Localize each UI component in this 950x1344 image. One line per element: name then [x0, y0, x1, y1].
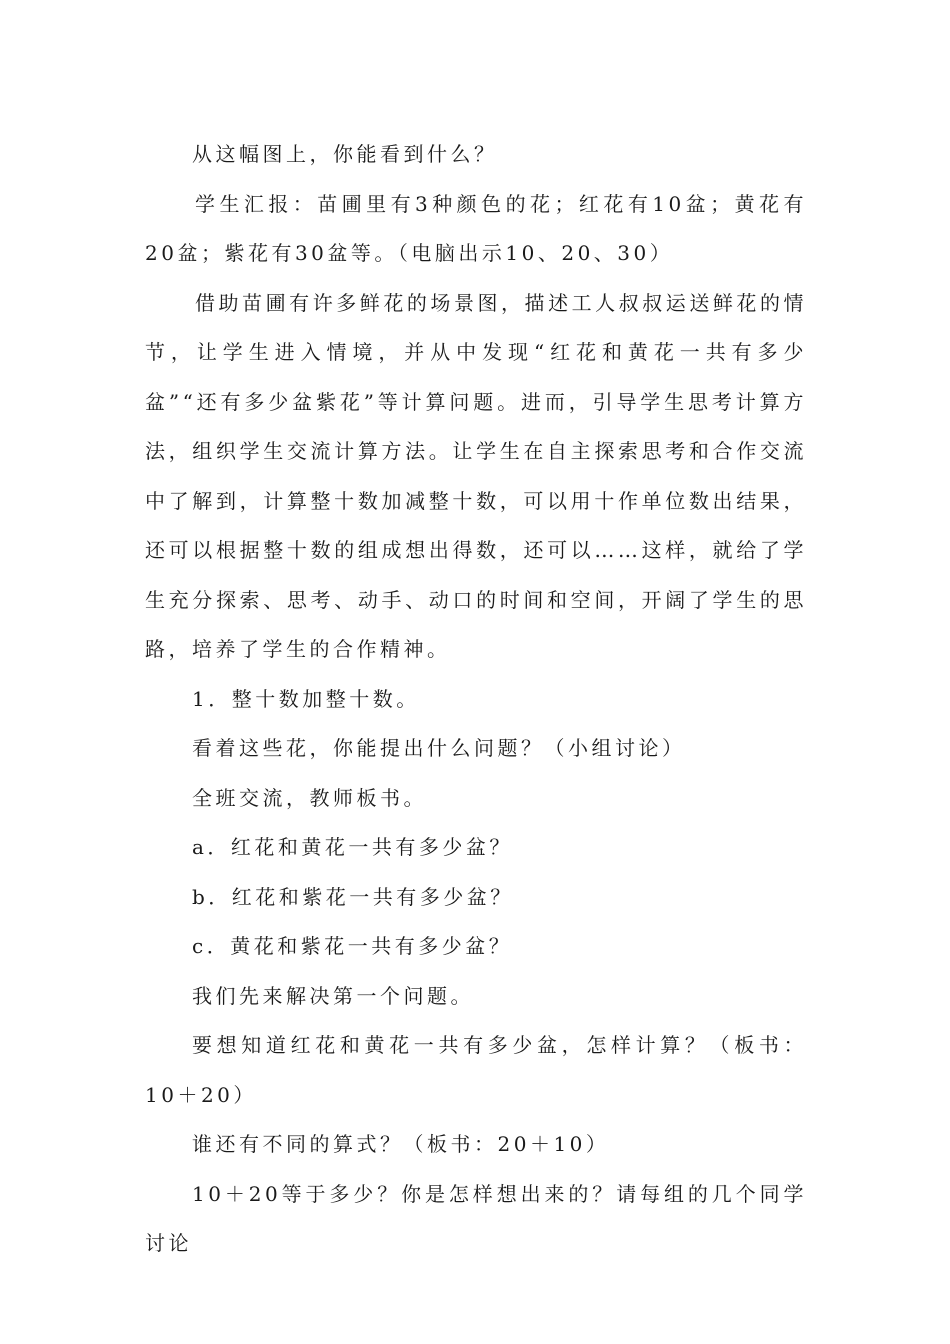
paragraph-solve-first: 我们先来解决第一个问题。	[192, 983, 474, 1008]
paragraph-discuss: 10＋20等于多少？你是怎样想出来的？请每组的几个同学讨论	[145, 1181, 807, 1255]
paragraph-question-b: b．红花和紫花一共有多少盆？	[192, 884, 514, 909]
paragraph-student-report: 学生汇报：苗圃里有3种颜色的花；红花有10盆；黄花有20盆；紫花有30盆等。（电脑出示10、20、30）	[145, 191, 807, 265]
paragraph-other-formula: 谁还有不同的算式？（板书：20＋10）	[192, 1132, 610, 1156]
paragraph-how-compute: 要想知道红花和黄花一共有多少盆，怎样计算？（板书：10＋20）	[145, 1033, 807, 1107]
document-body	[145, 130, 807, 1269]
paragraph-class-exchange: 全班交流，教师板书。	[192, 785, 427, 810]
paragraph-section-heading: 1．整十数加整十数。	[192, 686, 420, 711]
paragraph-scene-description: 借助苗圃有许多鲜花的场景图，描述工人叔叔运送鲜花的情节，让学生进入情境，并从中发现“红花和黄花一共有多少盆”“还有多少盆紫花”等计算问题。进而，引导学生思考计算方法，组织学生交流计算方法。让学生在自主探索思考和合作交流中了解到，计算整十数加减整十数，可以用十作单位数出结果，还可以根据整十数的组成想出得数，还可以……这样，就给了学生充分探索、思考、动手、动口的时间和空间，开阔了学生的思路，培养了学生的合作精神。	[145, 290, 807, 661]
paragraph-question-picture: 从这幅图上，你能看到什么？	[192, 142, 498, 166]
paragraph-question-c: c．黄花和紫花一共有多少盆？	[192, 934, 513, 958]
paragraph-question-a: a．红花和黄花一共有多少盆？	[192, 835, 513, 859]
paragraph-question-prompt: 看着这些花，你能提出什么问题？（小组讨论）	[192, 736, 686, 760]
